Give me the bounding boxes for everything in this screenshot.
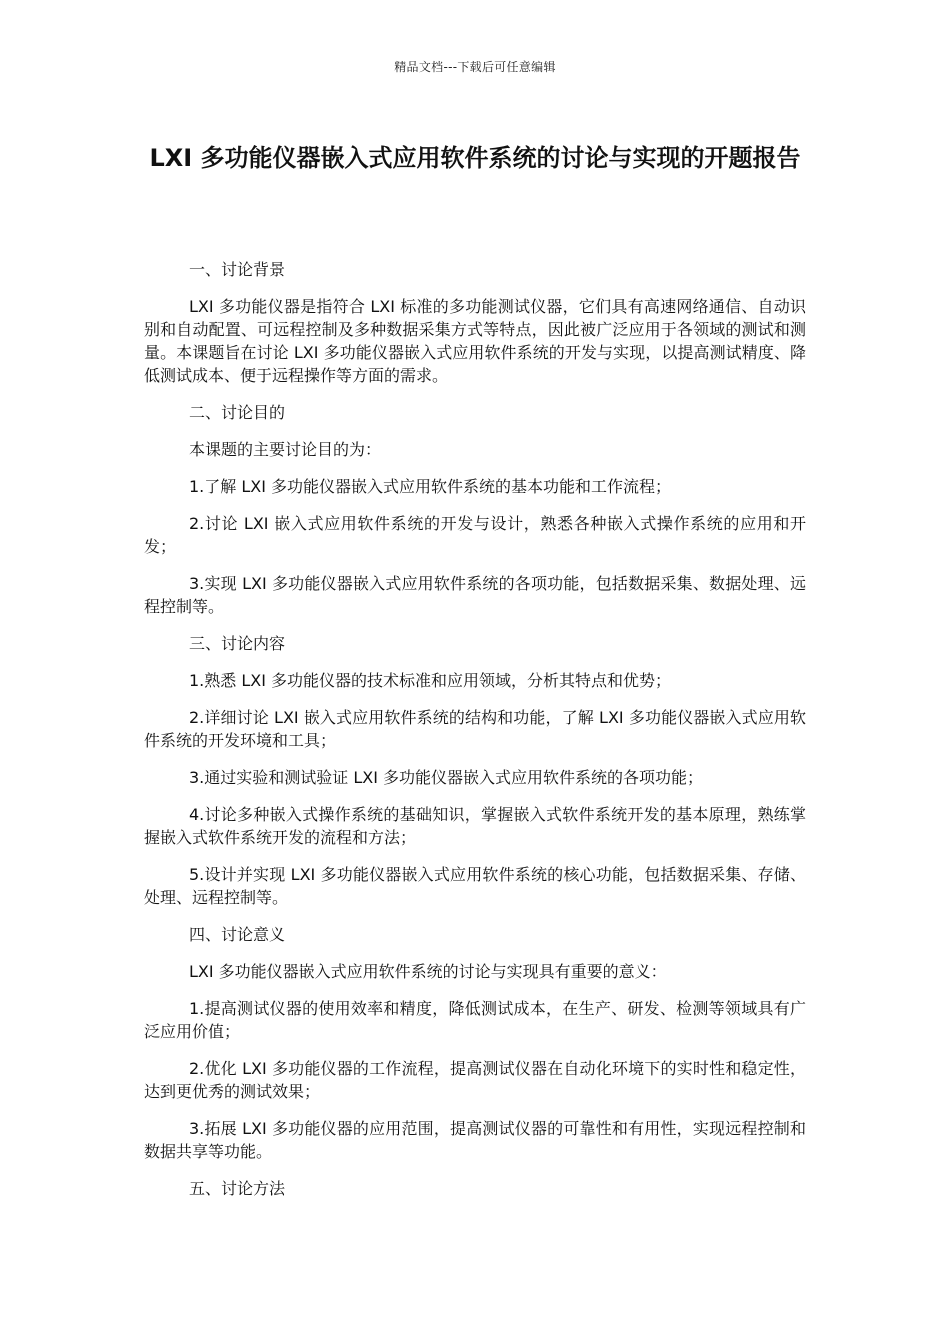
list-item: 3.通过实验和测试验证 LXI 多功能仪器嵌入式应用软件系统的各项功能； [189,768,704,787]
list-item: 5.设计并实现 LXI 多功能仪器嵌入式应用软件系统的核心功能，包括数据采集、存储、处理、远程控制等。 [144,865,806,907]
list-item: 2.详细讨论 LXI 嵌入式应用软件系统的结构和功能，了解 LXI 多功能仪器嵌入式应用软件系统的开发环境和工具； [144,708,806,750]
list-item: 2.讨论 LXI 嵌入式应用软件系统的开发与设计，熟悉各种嵌入式操作系统的应用和开发； [144,514,806,556]
list-item: 1.提高测试仪器的使用效率和精度，降低测试成本，在生产、研发、检测等领域具有广泛应用价值； [144,999,806,1041]
list-item: 3.实现 LXI 多功能仪器嵌入式应用软件系统的各项功能，包括数据采集、数据处理、远程控制等。 [144,574,806,616]
section-heading: 五、讨论方法 [189,1179,286,1198]
document-title: LXI 多功能仪器嵌入式应用软件系统的讨论与实现的开题报告 [149,144,801,172]
list-item: 4.讨论多种嵌入式操作系统的基础知识，掌握嵌入式软件系统开发的基本原理，熟练掌握嵌入式软件系统开发的流程和方法； [144,805,806,847]
section-heading: 一、讨论背景 [189,260,286,279]
page-header-note: 精品文档---下载后可任意编辑 [394,60,556,74]
section-heading: 四、讨论意义 [189,925,286,944]
list-item: 2.优化 LXI 多功能仪器的工作流程，提高测试仪器在自动化环境下的实时性和稳定性，达到更优秀的测试效果； [144,1059,806,1101]
list-item: 3.拓展 LXI 多功能仪器的应用范围，提高测试仪器的可靠性和有用性，实现远程控制和数据共享等功能。 [144,1119,806,1161]
paragraph: LXI 多功能仪器是指符合 LXI 标准的多功能测试仪器，它们具有高速网络通信、自动识别和自动配置、可远程控制及多种数据采集方式等特点，因此被广泛应用于各领域的测试和测量。本课题旨在讨论 LXI 多功能仪器嵌入式应用软件系统的开发与实现，以提高测试精度、降低测试成本、便于远程操作等方面的需求。 [144,297,806,385]
paragraph: LXI 多功能仪器嵌入式应用软件系统的讨论与实现具有重要的意义： [189,962,667,981]
list-item: 1.熟悉 LXI 多功能仪器的技术标准和应用领域，分析其特点和优势； [189,671,672,690]
list-item: 1.了解 LXI 多功能仪器嵌入式应用软件系统的基本功能和工作流程； [189,477,672,496]
document-body [144,258,806,1214]
section-heading: 二、讨论目的 [189,403,286,422]
paragraph: 本课题的主要讨论目的为： [189,440,382,459]
section-heading: 三、讨论内容 [189,634,286,653]
